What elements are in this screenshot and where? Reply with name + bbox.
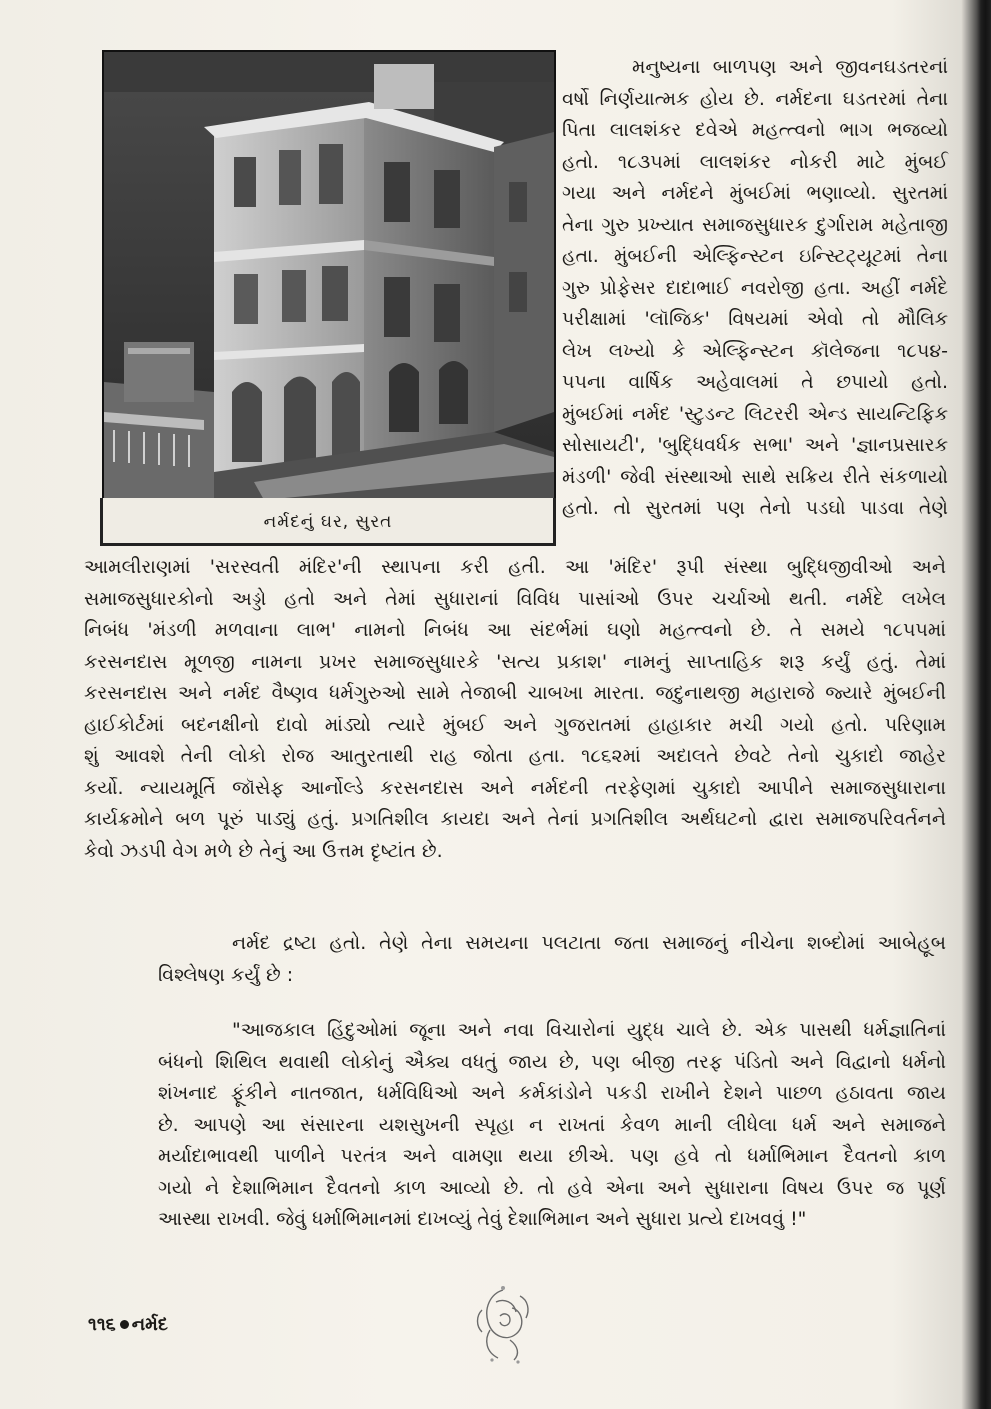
text-line: પિતા લાલશંકર દવેએ મહત્ત્વનો ભાગ ભજવ્યો xyxy=(562,119,948,141)
text-line: કર્યો. ન્યાયમૂર્તિ જૉસેફ આર્નોલ્ડે કરસનદાસ અને નર્મદની તરફેણમાં ચુકાદો આપીને સમાજસુધારાના xyxy=(84,776,946,799)
text-line: ગયો ને દેશાભિમાન દૈવતનો કાળ આવ્યો છે. તો હવે એના અને સુધારાના વિષય ઉપર જ પૂર્ણ xyxy=(158,1176,946,1199)
text-line: શંખનાદ ફૂંકીને નાતજાત, ધર્મવિધિઓ અને કર્મકાંડોને પકડી રાખીને દેશને પાછળ હઠાવતા જાય xyxy=(158,1082,946,1104)
text-line: નિબંધ 'મંડળી મળવાના લાભ' નામનો નિબંધ આ સંદર્ભમાં ઘણો મહત્ત્વનો છે. તે સમયે ૧૮૫૫માં xyxy=(84,619,946,641)
text-line: કાર્યક્રમોને બળ પૂરું પાડ્યું હતું. પ્રગતિશીલ કાયદા અને તેનાં પ્રગતિશીલ અર્થઘટનો દ્વારા સમાજપરિવર્તનને xyxy=(84,808,946,830)
paragraph-2 xyxy=(84,928,946,991)
text-line: કરસનદાસ અને નર્મદ વૈષ્ણવ ધર્મગુરુઓ સામે તેજાબી ચાબખા મારતા. જદુનાથજી મહારાજે જ્યારે મુંબઈની xyxy=(84,682,946,704)
text-line: પરીક્ષામાં 'લૉજિક' વિષયમાં એવો તો મૌલિક xyxy=(562,308,948,330)
text-line: બંધનો શિથિલ થવાથી લોકોનું ઐક્ય વધતું જાય છે, પણ બીજી તરફ પંડિતો અને વિદ્વાનો ધર્મનો xyxy=(158,1050,946,1073)
text-line: ગયા અને નર્મદને મુંબઈમાં ભણાવ્યો. સુરતમાં xyxy=(562,182,948,204)
text-line: કરસનદાસ મૂળજી નામના પ્રખર સમાજસુધારકે 'સત્ય પ્રકાશ' નામનું સાપ્તાહિક શરૂ કર્યું હતું. તેમાં xyxy=(84,650,946,673)
text-line: સમાજસુધારકોનો અડ્ડો હતો અને તેમાં સુધારાનાં વિવિધ પાસાંઓ ઉપર ચર્ચાઓ થતી. નર્મદે લખેલ xyxy=(84,587,946,610)
text-line: શું આવશે તેની લોકો રોજ આતુરતાથી રાહ જોતા હતા. ૧૮૬૨માં અદાલતે છેવટે તેનો ચુકાદો જાહેર xyxy=(84,745,946,767)
text-line: હતો. તો સુરતમાં પણ તેનો પડઘો પાડવા તેણે xyxy=(562,497,948,519)
text-line: આમલીરાણમાં 'સરસ્વતી મંદિર'ની સ્થાપના કરી હતી. આ 'મંદિર' રૂપી સંસ્થા બુદ્ધિજીવીઓ અને xyxy=(84,556,946,578)
text-line: મનુષ્યના બાળપણ અને જીવનઘડતરનાં xyxy=(632,56,948,78)
right-column-text xyxy=(562,52,948,525)
text-line: છે. આપણે આ સંસારના યશસુખની સ્પૃહા ન રાખતાં કેવળ માની લીધેલા ધર્મ અને સમાજને xyxy=(158,1113,946,1136)
text-line: તેના ગુરુ પ્રખ્યાત સમાજસુધારક દુર્ગારામ મહેતાજી xyxy=(562,213,948,236)
house-photo xyxy=(102,50,556,502)
text-line: ગુરુ પ્રોફેસર દાદાભાઈ નવરોજી હતા. અહીં નર્મદે xyxy=(562,276,948,299)
text-line: કેવો ઝડપી વેગ મળે છે તેનું આ ઉત્તમ દૃષ્ટાંત છે. xyxy=(84,839,443,862)
text-line: મુંબઈમાં નર્મદ 'સ્ટુડન્ટ લિટરરી એન્ડ સાયન્ટિફિક xyxy=(562,402,948,425)
text-line: હાઈકોર્ટમાં બદનક્ષીનો દાવો માંડ્યો ત્યારે મુંબઈ અને ગુજરાતમાં હાહાકાર મચી ગયો હતો. પરિણામ xyxy=(84,713,946,736)
text-line: ૫૫ના વાર્ષિક અહેવાલમાં તે છપાયો હતો. xyxy=(562,371,948,393)
text-line: લેખ લખ્યો કે એલ્ફિન્સ્ટન કૉલેજના ૧૮૫૪- xyxy=(562,339,948,362)
photo-caption: નર્મદનું ઘર, સુરત xyxy=(100,498,556,546)
page-footer xyxy=(88,1314,168,1335)
text-line: સોસાયટી', 'બુદ્ધિવર્ધક સભા' અને 'જ્ઞાનપ્રસારક xyxy=(562,434,948,456)
quote-paragraph xyxy=(84,1015,946,1236)
page-spine-shadow xyxy=(977,0,991,1409)
paragraph-1-start xyxy=(562,52,948,525)
text-line: મંડળી' જેવી સંસ્થાઓ સાથે સક્રિય રીતે સંકળાયો xyxy=(562,465,948,488)
text-line: નર્મદ દ્રષ્ટા હતો. તેણે તેના સમયના પલટાતા જતા સમાજનું નીચેના શબ્દોમાં આબેહૂબ xyxy=(232,932,946,954)
ornament-icon xyxy=(470,1280,536,1364)
text-line: વિશ્લેષણ કર્યું છે : xyxy=(158,963,294,986)
text-line: હતા. મુંબઈની એલ્ફિન્સ્ટન ઇન્સ્ટિટ્યૂટમાં તેના xyxy=(562,245,948,267)
text-line: "આજકાલ હિંદુઓમાં જૂના અને નવા વિચારોનાં યુદ્ધ ચાલે છે. એક પાસથી ધર્મજ્ઞાતિનાં xyxy=(232,1019,946,1041)
paragraph-1-continued xyxy=(84,552,946,867)
bullet-dot xyxy=(120,1320,129,1329)
text-line: વર્ષો નિર્ણયાત્મક હોય છે. નર્મદના ઘડતરમાં તેના xyxy=(562,87,948,110)
book-title: નર્મદ xyxy=(131,1314,168,1335)
house-photo-drawing xyxy=(104,52,554,500)
text-line: આસ્થા રાખવી. જેવું ધર્માભિમાનમાં દાખવ્યું તેવું દેશાભિમાન અને સુધારા પ્રત્યે દાખવવું !" xyxy=(158,1208,807,1230)
text-line: મર્યાદાભાવથી પાળીને પરતંત્ર અને વામણા થયા છીએ. પણ હવે તો ધર્માભિમાન દૈવતનો કાળ xyxy=(158,1145,946,1167)
text-line: હતો. ૧૮૩૫માં લાલશંકર નોકરી માટે મુંબઈ xyxy=(562,150,948,173)
page-number: ૧૧૬ xyxy=(88,1314,116,1335)
